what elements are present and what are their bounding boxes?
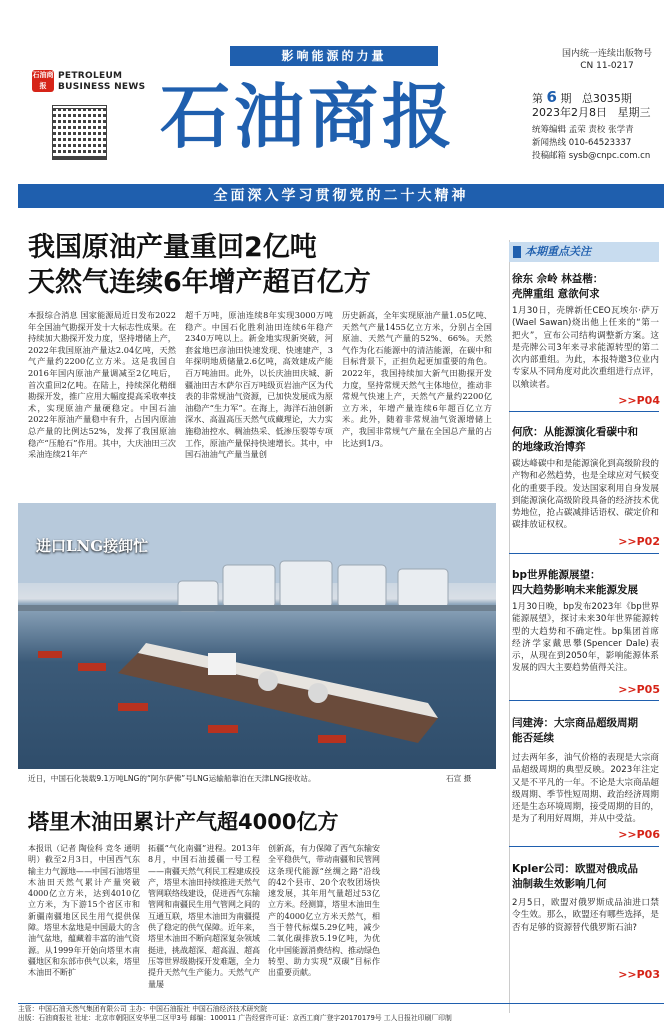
photo-caption: 近日，中国石化装载9.1万吨LNG的“阿尔萨佛”号LNG运输船靠泊在天津LNG接收站。 — [28, 774, 316, 783]
logo-en-line-1: PETROLEUM — [58, 71, 123, 81]
sidebar-item-5-link[interactable]: >>P03 — [618, 968, 660, 981]
sidebar-item-3-title-line-1: bp世界能源展望： — [512, 569, 601, 581]
logo-en-line-2: BUSINESS NEWS — [58, 82, 146, 92]
sidebar-item-2-link[interactable]: >>P02 — [618, 535, 660, 548]
second-column-1: 本报讯（记者 陶俭科 竞冬 通明明）截至2月3日，中国西气东输主力气源地——中国石油塔里木油田天然气累计产量突破4000亿立方米，达到4010亿立方米，为下游15个省区市和新疆南疆地区民生用气提供保障。塔里木盆地是中国最大的含油气盆地，蕴藏着丰富的油气资源。从1999年开始向塔里木南疆地区和东部市供气以来，塔里木油田不断扩 — [28, 844, 140, 978]
hotline-line: 新闻热线 010-64523337 — [532, 138, 632, 148]
sidebar-divider — [509, 411, 659, 412]
sidebar-item-2-body: 碳达峰碳中和是能源演化到高级阶段的产物和必然趋势，也是全球应对气候变化的重要手段。发达国家利用自身发展到能源演化高级阶段具备的经济技术优势地位，抢占碳减排话语权、碳定价和碳排放证权权。 — [512, 459, 659, 531]
issue-date: 2023年2月8日 — [532, 106, 607, 119]
sidebar-item-1-title[interactable] — [509, 272, 659, 302]
sidebar-divider — [509, 553, 659, 554]
sidebar-item-2-title[interactable] — [509, 425, 659, 455]
sidebar-item-4-link[interactable]: >>P06 — [618, 828, 660, 841]
sidebar-divider — [509, 846, 659, 847]
sidebar-item-4-title-line-2: 能否延续 — [512, 732, 554, 744]
sidebar-item-1-link[interactable]: >>P04 — [618, 394, 660, 407]
lead-headline — [28, 230, 371, 300]
footer-line-1: 主管：中国石油天然气集团有限公司 主办：中国石油报社 中国石油经济技术研究院 — [18, 1005, 268, 1013]
footer-rule — [18, 1003, 664, 1004]
qr-code-pattern — [56, 109, 103, 156]
lead-column-1: 本报综合消息 国家能源局近日发布2022年全国油气勘探开发十大标志性成果。在持续加大勘探开发力度，坚持增储上产，2022年我国原油产量达2.04亿吨，天然气产量约2200亿立方米。这是我国自2016年国内原油产量调减至2亿吨后，首次重回2亿吨。在陆上，持续深化精细勘探开发，推广应用大幅度提高采收率技术，实现原油产量硬稳定。中国石油2022年原油产量稳中有升，占国内原油总产量的比例达52%，发挥了我国原油稳产“压舱石”作用。其中，大庆油田三次采油连续21年产 — [28, 310, 176, 460]
sidebar-item-1-title-line-2: 壳牌重组 意欲何求 — [512, 288, 600, 300]
sidebar-item-2-title-line-1: 何欣：从能源演化看碳中和 — [512, 426, 638, 438]
logo-badge-text: 石油商报 — [32, 71, 54, 90]
sidebar-item-4-title[interactable] — [509, 716, 659, 746]
footer-line-2: 出版：石油商报社 社址：北京市朝阳区安华里二区甲3号 邮编：100011 广告经营许可证：京西工商广登字20170179号 工人日报社印刷厂印制 — [18, 1014, 452, 1022]
lead-headline-line-1: 我国原油产量重回2亿吨 — [28, 232, 317, 263]
sidebar-item-5-title[interactable] — [509, 862, 659, 892]
footer-text — [18, 1005, 664, 1023]
issue-weekday: 星期三 — [617, 106, 651, 119]
sidebar-item-3-title-line-2: 四大趋势影响未来能源发展 — [512, 584, 638, 596]
sidebar-tag-label: 本期重点关注 — [525, 245, 591, 258]
registration-line-1: 国内统一连续出版物号 — [561, 49, 652, 59]
sidebar-tag — [509, 242, 659, 262]
sidebar-item-3-body: 1月30日晚，bp发布2023年《bp世界能源展望》，探讨未来30年世界能源转型的大趋势和不确定性。bp集团首席经济学家戴思攀(Spencer Dale)表示，从现在到2050年，影响能源体系发展的四大主要趋势值得关注。 — [512, 602, 659, 674]
second-column-2: 拓疆“气化南疆”进程。2013年8月，中国石油援疆一号工程——南疆天然气利民工程建成投产，塔里木油田持续推进天然气管网联络线建设，促进西气东输管网和南疆民生用气管网之间的互通互联，塔里木油田为南疆提供了稳定的供气保障。近年来，塔里木油田不断向超深复杂领域挺进，挑战超深、超高温、超高压等世界级勘探开发难题，全力提升天然气生产能力。天然气产量屡 — [148, 844, 260, 989]
issue-number: 6 — [546, 88, 557, 106]
sidebar-item-1-body: 1月30日，壳牌新任CEO瓦埃尔·萨万(Wael Sawan)烧出他上任来的“第一把火”，宣布公司结构调整新方案。这是壳牌公司3年来寻求能源转型的第二次内部重组。为此，本报特邀3位业内专家从不同角度对此次重组进行点评，以飨读者。 — [512, 306, 659, 390]
second-column-4 — [388, 843, 496, 1013]
photo-credit: 石宣 摄 — [446, 774, 472, 783]
email-line: 投稿邮箱 sysb@cnpc.com.cn — [532, 151, 651, 161]
sidebar-item-1-title-line-1: 徐东 佘岭 林益楷： — [512, 273, 604, 285]
second-column-3: 创新高，有力保障了西气东输安全平稳供气，带动南疆和民管网这条现代能源“丝绸之路”沿线的42个县市、20个农牧团场快速发展，其年用气量超过53亿立方米。经测算，塔里木油田生产的4000亿立方米天然气，相当于替代标煤5.29亿吨，减少二氧化碳排放5.19亿吨，为优化中国能源消费结构、推动绿色转型、助力实现“双碳”目标作出重要贡献。 — [268, 844, 380, 978]
registration-line-2: CN 11-0217 — [580, 61, 634, 71]
sidebar-item-5-title-line-2: 油制裁生效影响几何 — [512, 878, 607, 890]
logo-english — [58, 71, 145, 93]
lead-column-3: 历史新高，全年实现原油产量1.05亿吨、天然气产量1455亿立方米，分别占全国原油、天然气产量的52%、66%。天然气作为化石能源中的清洁能源，在碳中和目标背景下，正担负起更加重要的角色。2022年，我国持续加大新气田勘探开发力度，坚持常规天然气主体地位，推动非常规气快速上产，天然气产量约2200亿立方米，年增产量连续6年超百亿立方米。此外，随着非常规油气资源增储上产，我国非常规气产量在全国总产量的占比达到1/3。 — [342, 310, 492, 448]
newspaper-title: 石油商报 — [160, 75, 456, 158]
registration-number — [552, 48, 662, 72]
issue-prefix: 第 — [532, 92, 543, 105]
photo-label: 进口LNG接卸忙 — [36, 537, 149, 555]
masthead-slogan: 影响能源的力量 — [230, 46, 438, 66]
editorial-info — [532, 124, 650, 163]
sidebar-item-3-title[interactable] — [509, 568, 659, 598]
sidebar-item-2-title-line-2: 的地缘政治博弈 — [512, 441, 586, 453]
sidebar-item-4-body: 过去两年多，油气价格的表现是大宗商品超级周期的典型反映。2023年注定又是不平凡的一年。不论是大宗商品超级周期、季节性短周期、政治经济周期还是生态环境周期，接受周期的目的，是为了利用好周期，并从中受益。 — [512, 753, 659, 825]
issue-info — [532, 90, 651, 120]
sidebar-item-5-title-line-1: Kpler公司：欧盟对俄成品 — [512, 863, 639, 875]
sidebar-item-5-body: 2月5日，欧盟对俄罗斯成品油进口禁令生效。那么，欧盟还有哪些选择，是否有足够的资源替代俄罗斯石油? — [512, 898, 659, 933]
total-issue: 总3035期 — [581, 92, 632, 105]
sidebar-item-4-title-line-1: 闫建涛：大宗商品超级周期 — [512, 717, 638, 729]
lead-headline-line-2: 天然气连续6年增产超百亿方 — [28, 267, 371, 298]
newspaper-logo-badge — [32, 70, 54, 92]
sidebar-item-3-link[interactable]: >>P05 — [618, 683, 660, 696]
second-headline: 塔里木油田累计产气超4000亿方 — [28, 810, 339, 834]
sidebar-divider — [509, 700, 659, 701]
lead-column-2: 超千万吨，原油连续8年实现3000万吨稳产。中国石化胜利油田连续6年稳产2340万吨以上。新金地实现新突破，河套盆地巴彦油田快速发现、快速建产，3年探明地质储量2.6亿吨，高效建成产能百万吨油田。此外，以长庆油田庆城、新疆油田吉木萨尔百万吨级页岩油产区为代表的非常规油气资源，已加快发展成为原油稳产“生力军”。在海上，海洋石油创新深水、高温高压天然气成藏理论，大力实施稳油控水、稠油热采、低渗压裂等专项工作，原油产量保持快速增长。其中，中国石油油气产量当量创 — [185, 310, 333, 460]
theme-banner: 全面深入学习贯彻党的二十大精神 — [18, 184, 664, 208]
issue-unit: 期 — [560, 92, 572, 105]
editor-line: 统筹编辑 孟荣 责校 张学青 — [532, 125, 634, 135]
